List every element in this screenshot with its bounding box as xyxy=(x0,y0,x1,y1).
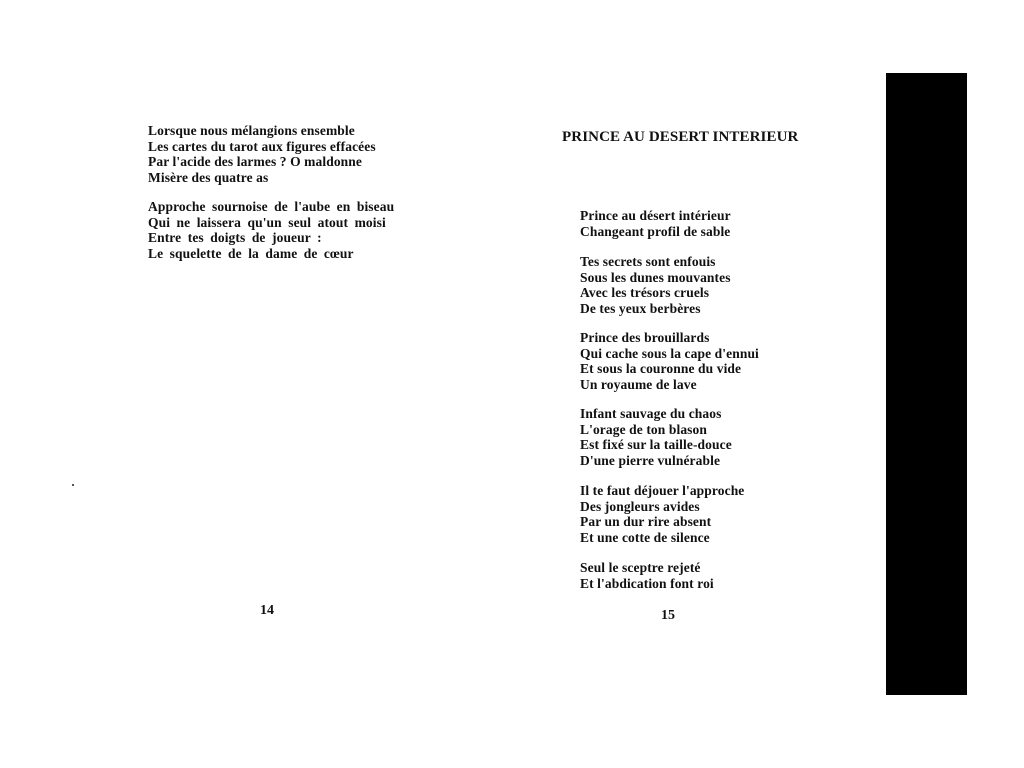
right-stanza-2 xyxy=(580,254,731,316)
poem-title: PRINCE AU DESERT INTERIEUR xyxy=(562,129,799,145)
page-number-right: 15 xyxy=(661,608,675,623)
poem-line: Qui ne laissera qu'un seul atout moisi xyxy=(148,214,386,230)
poem-line: Misère des quatre as xyxy=(148,169,269,185)
poem-line: De tes yeux berbères xyxy=(580,300,701,316)
page-number-left: 14 xyxy=(260,603,274,618)
poem-line: Par un dur rire absent xyxy=(580,514,712,529)
poem-line: Sous les dunes mouvantes xyxy=(580,269,731,285)
poem-line: Qui cache sous la cape d'ennui xyxy=(580,345,759,361)
left-stanza-2 xyxy=(148,199,394,261)
poem-line: Par l'acide des larmes ? O maldonne xyxy=(148,154,362,169)
poem-line: Et sous la couronne du vide xyxy=(580,361,742,376)
left-page xyxy=(0,0,510,768)
poem-line: Infant sauvage du chaos xyxy=(580,406,722,421)
scan-edge-black-band xyxy=(886,73,967,695)
poem-line: Seul le sceptre rejeté xyxy=(580,560,701,575)
right-stanza-1 xyxy=(580,208,731,239)
poem-line: L'orage de ton blason xyxy=(580,421,707,437)
poem-line: Un royaume de lave xyxy=(580,376,697,392)
poem-line: D'une pierre vulnérable xyxy=(580,452,721,468)
poem-line: Des jongleurs avides xyxy=(580,498,700,514)
right-page xyxy=(510,0,886,768)
poem-line: Et l'abdication font roi xyxy=(580,575,714,591)
poem-line: Le squelette de la dame de cœur xyxy=(148,245,354,261)
poem-line: Les cartes du tarot aux figures effacées xyxy=(148,138,376,154)
right-stanza-5 xyxy=(580,483,744,545)
poem-line: Avec les trésors cruels xyxy=(580,285,710,300)
scan-speck xyxy=(72,484,74,486)
right-stanza-3 xyxy=(580,330,759,392)
poem-line: Et une cotte de silence xyxy=(580,529,710,545)
right-stanza-4 xyxy=(580,406,732,468)
poem-line: Lorsque nous mélangions ensemble xyxy=(148,123,355,138)
poem-line: Prince au désert intérieur xyxy=(580,208,731,223)
poem-line: Il te faut déjouer l'approche xyxy=(580,483,745,498)
poem-line: Prince des brouillards xyxy=(580,330,710,345)
right-stanza-6 xyxy=(580,560,714,591)
poem-line: Est fixé sur la taille-douce xyxy=(580,437,732,452)
poem-line: Entre tes doigts de joueur : xyxy=(148,230,322,245)
poem-line: Tes secrets sont enfouis xyxy=(580,254,716,269)
left-stanza-1 xyxy=(148,123,376,185)
poem-line: Approche sournoise de l'aube en biseau xyxy=(148,199,395,214)
poem-line: Changeant profil de sable xyxy=(580,223,731,239)
